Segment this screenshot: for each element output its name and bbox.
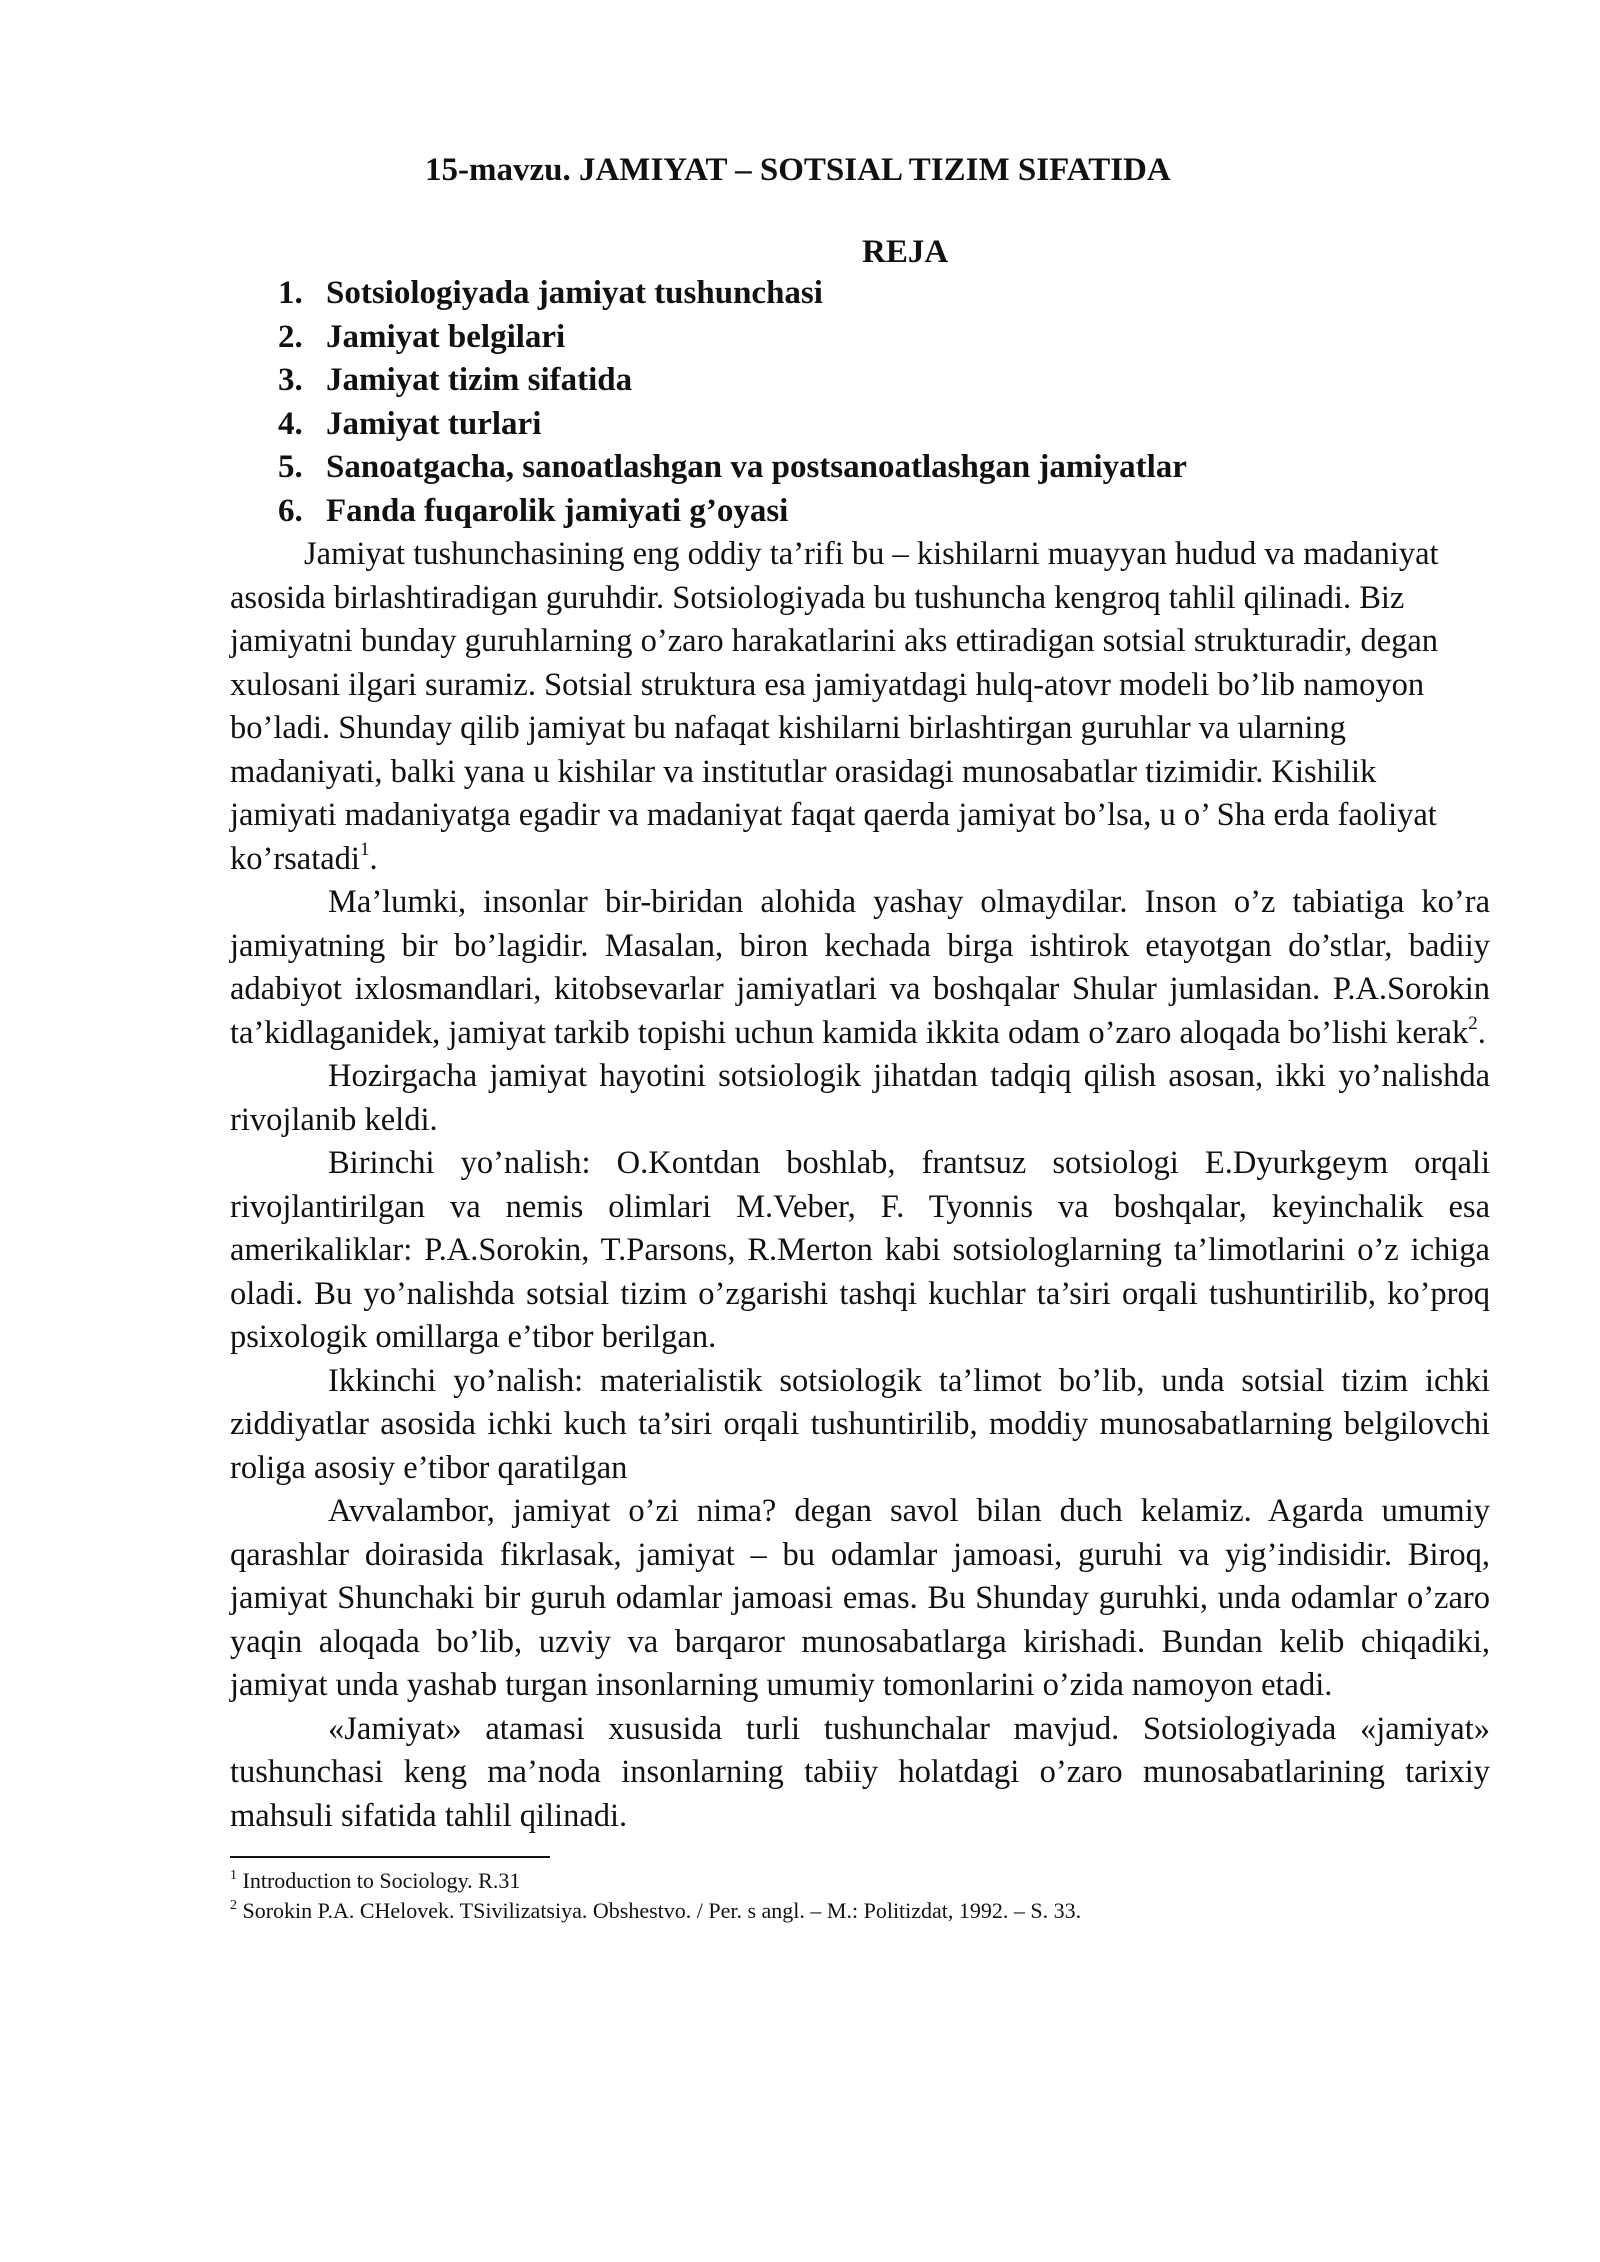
plan-item-text: Jamiyat belgilari	[326, 318, 566, 355]
plan-item	[230, 272, 1490, 316]
footnote-ref[interactable]: 2	[1468, 1012, 1478, 1034]
body-paragraph	[230, 533, 1490, 881]
body-paragraph: Avvalambor, jamiyat o’zi nima? degan savol bilan duch kelamiz. Agarda umumiy qarashlar doirasida fikrlasak, jamiyat – bu odamlar jamoasi, guruhi va yig’indisidir. Biroq, jamiyat Shunchaki bir guruh odamlar jamoasi emas. Bu Shunday guruhki, unda odamlar o’zaro yaqin aloqada bo’lib, uzviy va barqaror munosabatlarga kirishadi. Bundan kelib chiqadiki, jamiyat unda yashab turgan insonlarning umumiy tomonlarini o’zida namoyon etadi.	[230, 1493, 1490, 1703]
body-paragraph: Ikkinchi yo’nalish: materialistik sotsiologik ta’limot bo’lib, unda sotsial tizim ichki ziddiyatlar asosida ichki kuch ta’siri orqali tushuntirilib, moddiy munosabatlarning belgilovchi roliga asosiy e’tibor qaratilgan	[230, 1362, 1490, 1486]
plan-item-text: Jamiyat tizim sifatida	[326, 362, 633, 398]
plan-item-number: 4.	[278, 405, 303, 442]
plan-item	[230, 316, 1490, 360]
plan-item-number: 1.	[278, 275, 303, 311]
plan-list	[230, 272, 1490, 533]
footnote-divider	[230, 1856, 550, 1858]
footnote	[230, 1866, 1490, 1896]
footnote-mark: 2	[230, 1898, 237, 1913]
paragraph-text: Jamiyat tushunchasining eng oddiy ta’rifi bu – kishilarni muayyan hudud va madaniyat asosida birlashtiradigan guruhdir. Sotsiologiyada bu tushuncha kengroq tahlil qilinadi. Biz jamiyatni bunday guruhlarning o’zaro harakatlarini aks ettiradigan sotsial strukturadir, degan xulosani ilgari suramiz. Sotsial struktura esa jamiyatdagi hulq-atovr modeli bo’lib namoyon bo’ladi. Shunday qilib jamiyat bu nafaqat kishilarni birlashtirgan guruhlar va ularning madaniyati, balki yana u kishilar va institutlar orasidagi munosabatlar tizimidir. Kishilik jamiyati madaniyatga egadir va madaniyat faqat qaerda jamiyat bo’lsa, u o’ Sha erda faoliyat ko’rsatadi	[230, 536, 1439, 877]
paragraph-text: Ma’lumki, insonlar bir-biridan alohida yashay olmaydilar. Inson o’z tabiatiga ko’ra jamiyatning bir bo’lagidir. Masalan, biron kechada birga ishtirok etayotgan do’stlar, badiiy adabiyot ixlosmandlari, kitobsevarlar jamiyatlari va boshqalar Shular jumlasidan. P.A.Sorokin ta’kidlaganidek, jamiyat tarkib topishi uchun kamida ikkita odam o’zaro aloqada bo’lishi kerak	[230, 884, 1490, 1051]
document-page	[230, 150, 1490, 1926]
body-paragraph	[230, 881, 1490, 1055]
plan-item-text: Sotsiologiyada jamiyat tushunchasi	[326, 275, 823, 311]
plan-item	[230, 490, 1490, 534]
footnote-mark: 1	[230, 1868, 237, 1883]
plan-item-text: Jamiyat turlari	[326, 405, 542, 442]
paragraph-end: .	[1477, 1014, 1486, 1051]
plan-item	[230, 403, 1490, 447]
paragraph-end: .	[369, 840, 378, 877]
plan-item-number: 3.	[278, 362, 303, 398]
body-paragraph: «Jamiyat» atamasi xususida turli tushunchalar mavjud. Sotsiologiyada «jamiyat» tushunchasi keng ma’noda insonlarning tabiiy holatdagi o’zaro munosabatlarining tarixiy mahsuli sifatida tahlil qilinadi.	[230, 1710, 1490, 1834]
plan-item-number: 6.	[278, 492, 303, 529]
plan-item-number: 2.	[278, 318, 303, 355]
plan-item-text: Sanoatgacha, sanoatlashgan va postsanoatlashgan jamiyatlar	[326, 449, 1187, 485]
plan-item	[230, 359, 1490, 403]
footnote-ref[interactable]: 1	[359, 838, 370, 860]
plan-item	[230, 446, 1490, 490]
footnote-text: Sorokin P.A. CHelovek. TSivilizatsiya. Obshestvo. / Per. s angl. – M.: Politizdat, 1992. – S. 33.	[242, 1898, 1082, 1923]
footnote-text: Introduction to Sociology. R.31	[242, 1868, 521, 1893]
body-paragraph: Hozirgacha jamiyat hayotini sotsiologik jihatdan tadqiq qilish asosan, ikki yo’nalishda rivojlanib keldi.	[230, 1058, 1490, 1138]
footnote	[230, 1896, 1490, 1926]
page-title: 15-mavzu. JAMIYAT – SOTSIAL TIZIM SIFATIDA	[425, 152, 1171, 188]
plan-heading: REJA	[862, 234, 949, 270]
plan-item-number: 5.	[278, 449, 303, 485]
body-paragraph: Birinchi yo’nalish: O.Kontdan boshlab, frantsuz sotsiologi E.Dyurkgeym orqali rivojlantirilgan va nemis olimlari M.Veber, F. Tyonnis va boshqalar, keyinchalik esa amerikaliklar: P.A.Sorokin, T.Parsons, R.Merton kabi sotsiologlarning ta’limotlarini o’z ichiga oladi. Bu yo’nalishda sotsial tizim o’zgarishi tashqi kuchlar ta’siri orqali tushuntirilib, ko’proq psixologik omillarga e’tibor berilgan.	[230, 1145, 1490, 1355]
plan-item-text: Fanda fuqarolik jamiyati g’oyasi	[326, 492, 789, 529]
